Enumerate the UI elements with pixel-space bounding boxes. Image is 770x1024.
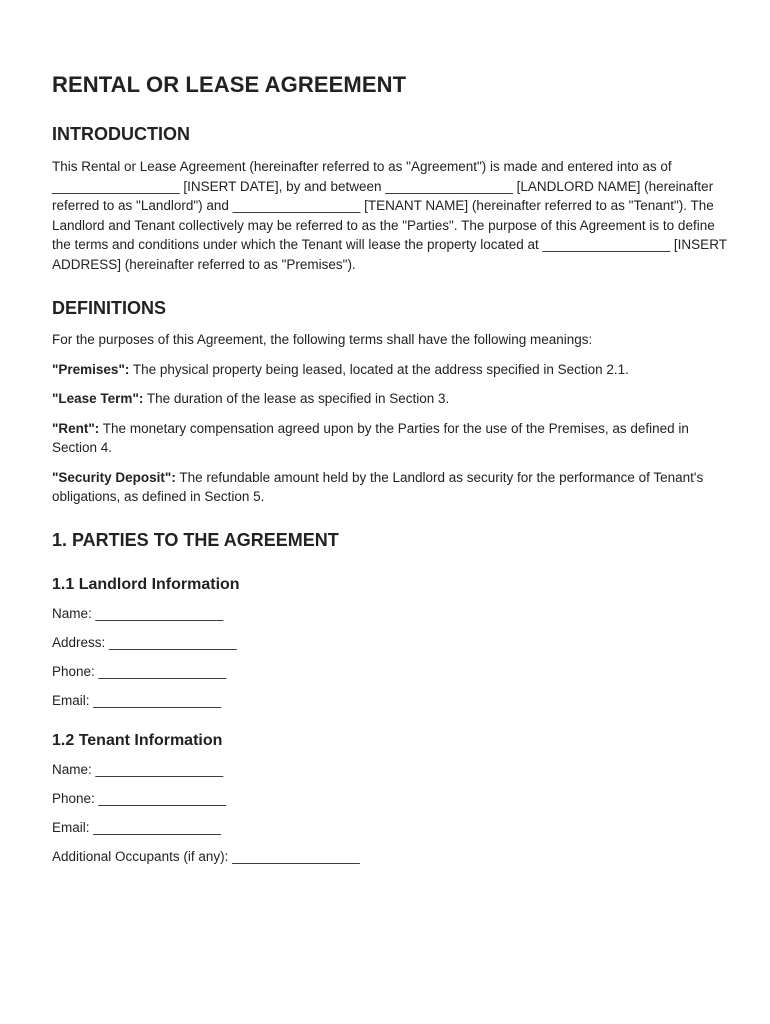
definitions-heading: DEFINITIONS [52,298,167,318]
tenant-info-heading: 1.2 Tenant Information [52,732,223,749]
definition-rent [52,419,730,458]
document-title: RENTAL OR LEASE AGREEMENT [52,72,407,97]
tenant-name-field: Name: _________________ [52,762,224,777]
landlord-info-heading: 1.1 Landlord Information [52,575,240,593]
definition-term: "Security Deposit": [52,469,176,485]
definition-lease-term [52,389,730,409]
definition-term: "Lease Term": [52,391,144,406]
tenant-email-field: Email: _________________ [52,820,221,835]
tenant-phone-field: Phone: _________________ [52,791,227,806]
introduction-paragraph: This Rental or Lease Agreement (hereinafter referred to as "Agreement") is made and entered into as of _________________ [INSERT DATE], by and between _________________ [LANDLORD NAME] (hereinafter referred to as "Landlord") and _________________ [TENANT NAME] (hereinafter referred to as "Tenant"). The Landlord and Tenant collectively may be referred to as the "Parties". The purpose of this Agreement is to define the terms and conditions under which the Tenant will lease the property located at _________________ [INSERT ADDRESS] (hereinafter referred to as "Premises"). [52,159,727,272]
definition-term: "Rent": [52,420,100,436]
definition-premises [52,360,730,380]
definition-security-deposit [52,468,730,507]
section-1-heading: 1. PARTIES TO THE AGREEMENT [52,529,339,550]
introduction-heading: INTRODUCTION [52,124,190,144]
tenant-additional-occupants-field: Additional Occupants (if any): _________________ [52,849,360,864]
landlord-name-field: Name: _________________ [52,605,224,621]
landlord-phone-field: Phone: _________________ [52,663,227,679]
definition-text: The physical property being leased, located at the address specified in Section 2.1. [129,361,629,377]
definition-text: The refundable amount held by the Landlord as security for the performance of Tenant's obligations, as defined in Section 5. [52,469,704,504]
definition-text: The duration of the lease as specified in Section 3. [143,391,450,406]
definitions-lead: For the purposes of this Agreement, the following terms shall have the following meanings: [52,332,593,347]
landlord-email-field: Email: _________________ [52,692,221,708]
definition-term: "Premises": [52,361,130,377]
landlord-address-field: Address: _________________ [52,634,237,650]
definition-text: The monetary compensation agreed upon by the Parties for the use of the Premises, as defined in Section 4. [52,420,689,455]
